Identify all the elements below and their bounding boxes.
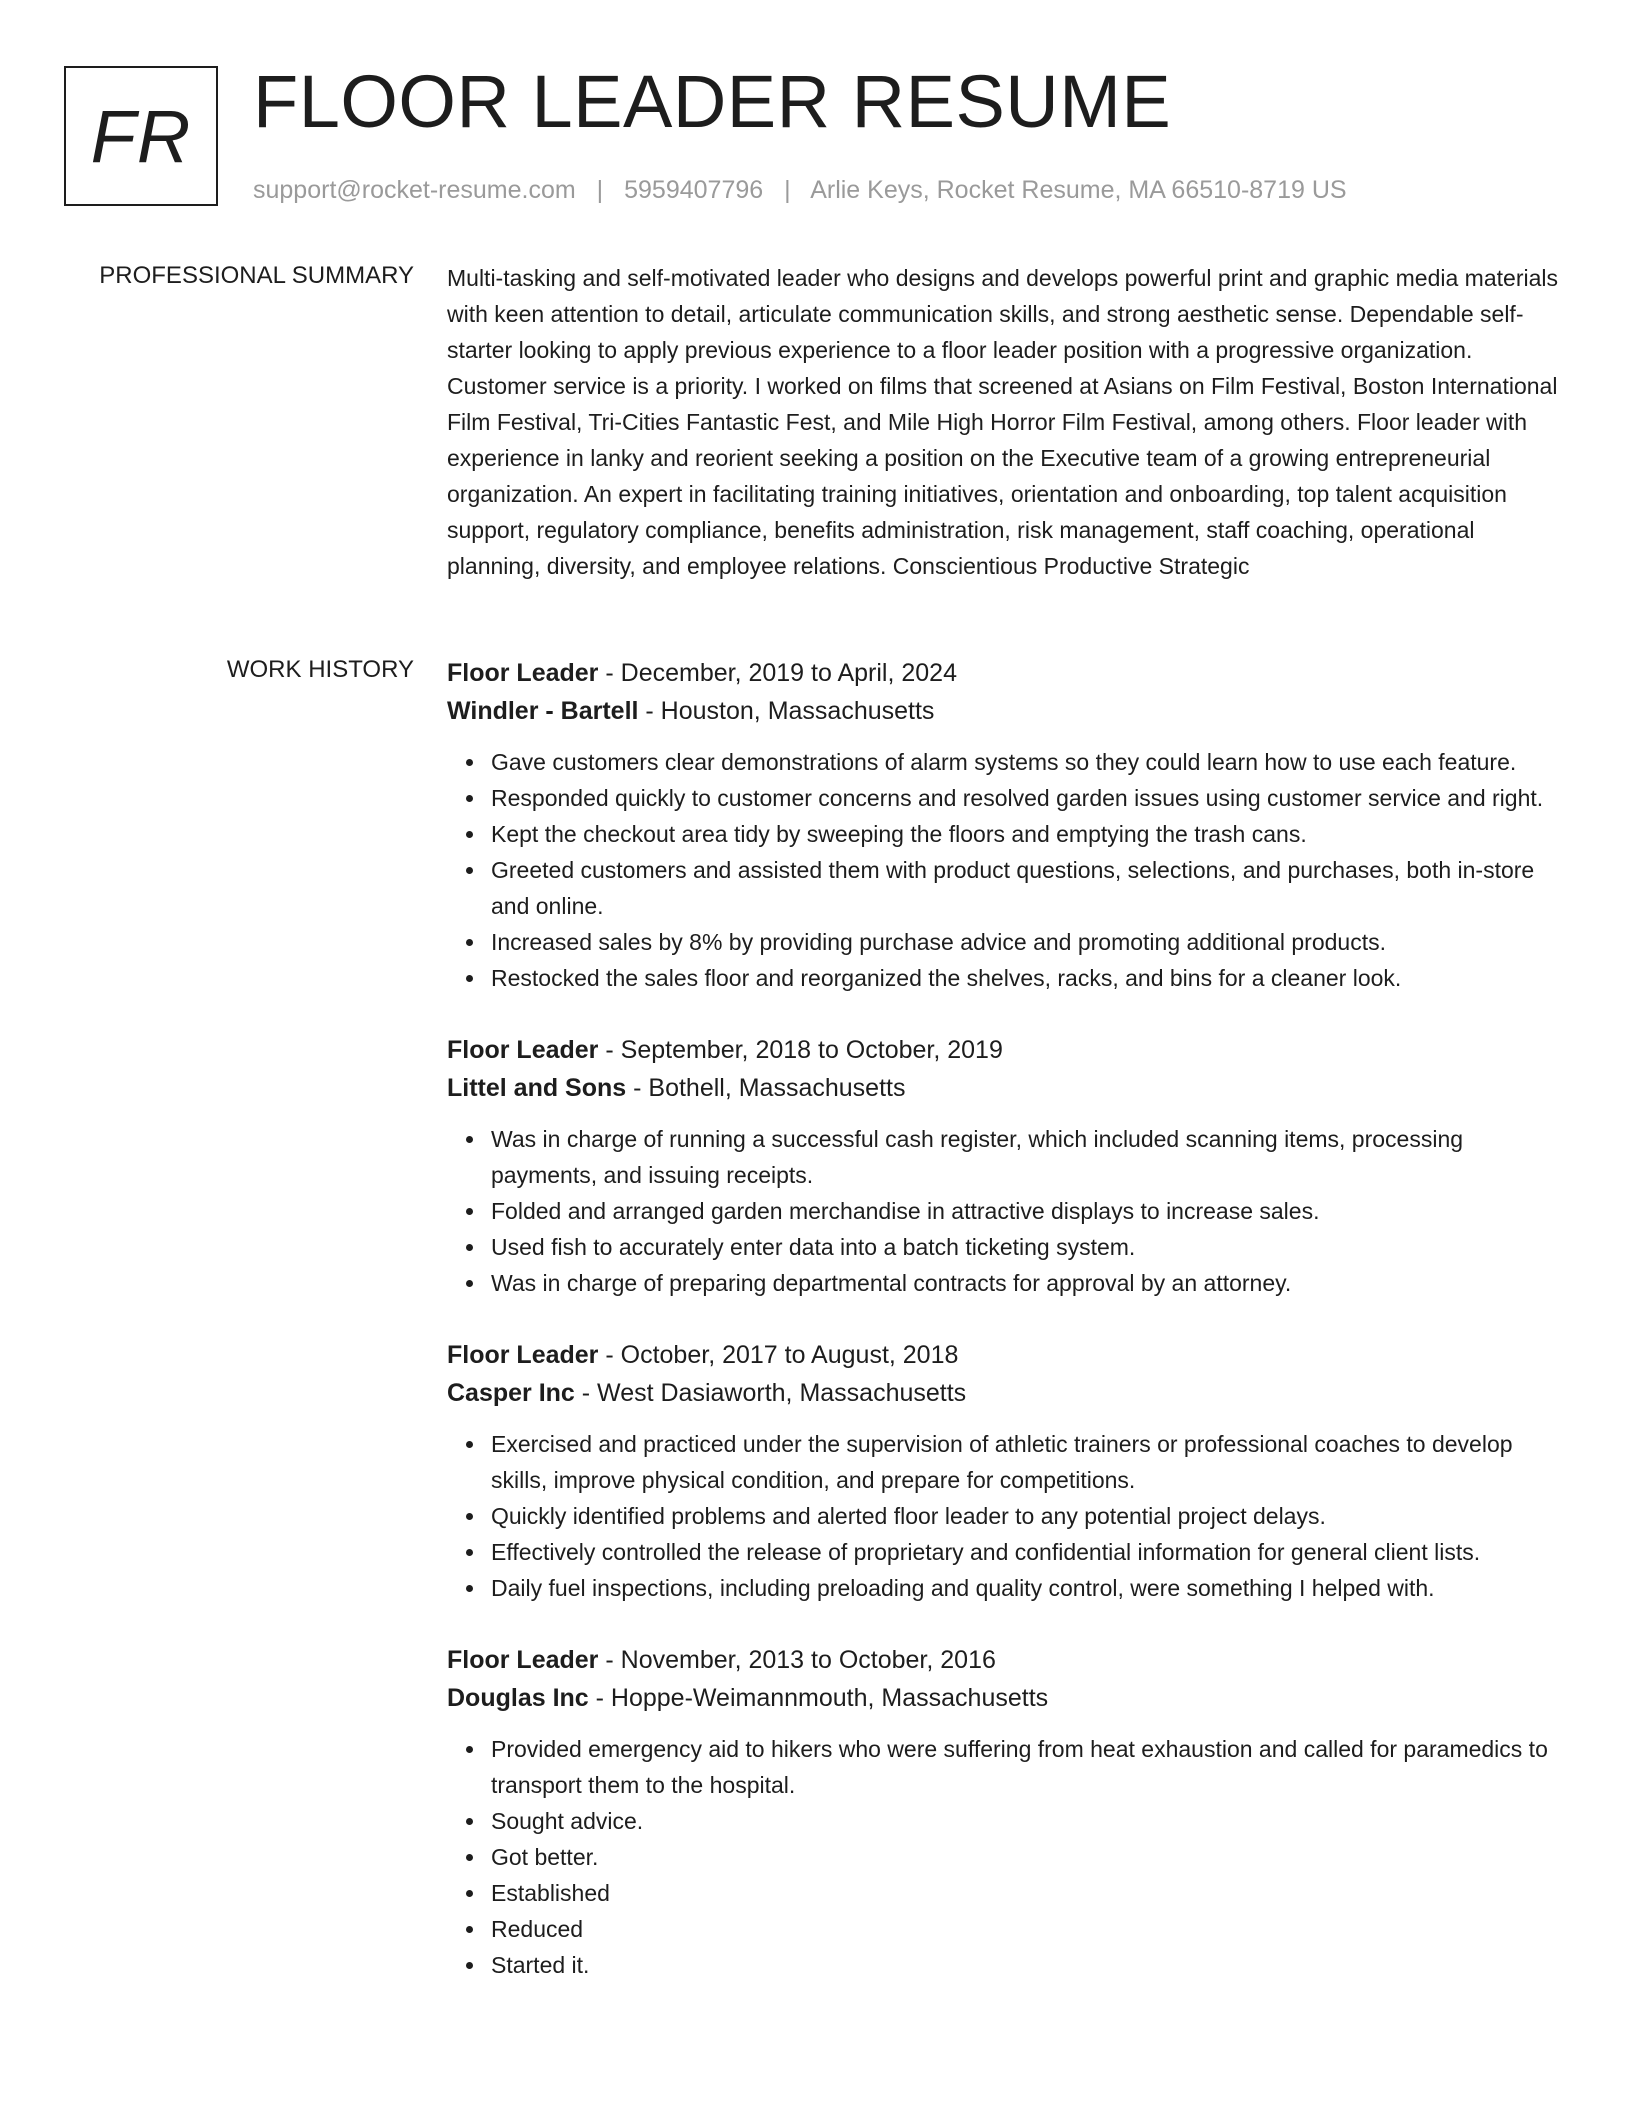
job-entry <box>447 1031 1562 1301</box>
contact-phone: 5959407796 <box>624 176 764 204</box>
job-entry <box>447 654 1562 996</box>
job-bullet: Was in charge of running a successful cash register, which included scanning items, processing payments, and issuing receipts. <box>491 1121 1562 1193</box>
job-bullet: Used fish to accurately enter data into a batch ticketing system. <box>491 1229 1562 1265</box>
job-bullet: Established <box>491 1875 1562 1911</box>
job-location: - West Dasiaworth, Massachusetts <box>574 1379 967 1407</box>
section-label-work-history: WORK HISTORY <box>226 656 414 683</box>
job-bullet: Got better. <box>491 1839 1562 1875</box>
work-history <box>447 654 1562 2018</box>
job-title-line <box>447 1641 1562 1679</box>
job-company-line <box>447 1069 1562 1107</box>
job-title: Floor Leader <box>447 1341 599 1369</box>
job-dates: - December, 2019 to April, 2024 <box>598 659 957 687</box>
job-company: Casper Inc <box>447 1379 575 1407</box>
job-title-line <box>447 654 1562 692</box>
job-company: Douglas Inc <box>447 1684 589 1712</box>
job-title-line <box>447 1031 1562 1069</box>
job-entry <box>447 1336 1562 1606</box>
contact-email: support@rocket-resume.com <box>253 176 576 204</box>
job-company: Windler - Bartell <box>447 697 639 725</box>
job-bullet-list <box>447 744 1562 996</box>
job-bullet: Gave customers clear demonstrations of alarm systems so they could learn how to use each feature. <box>491 744 1562 780</box>
job-bullet: Reduced <box>491 1911 1562 1947</box>
job-dates: - October, 2017 to August, 2018 <box>598 1341 959 1369</box>
job-company-line <box>447 692 1562 730</box>
job-bullet: Started it. <box>491 1947 1562 1983</box>
job-bullet-list <box>447 1731 1562 1983</box>
contact-separator: | <box>596 176 604 204</box>
job-entry <box>447 1641 1562 1983</box>
job-company-line <box>447 1374 1562 1412</box>
contact-address: Arlie Keys, Rocket Resume, MA 66510-8719 US <box>810 176 1347 204</box>
job-location: - Bothell, Massachusetts <box>626 1074 906 1102</box>
job-location: - Hoppe-Weimannmouth, Massachusetts <box>588 1684 1049 1712</box>
job-company-line <box>447 1679 1562 1717</box>
job-bullet: Greeted customers and assisted them with product questions, selections, and purchases, both in-store and online. <box>491 852 1562 924</box>
job-bullet: Provided emergency aid to hikers who were suffering from heat exhaustion and called for paramedics to transport them to the hospital. <box>491 1731 1562 1803</box>
job-bullet: Increased sales by 8% by providing purchase advice and promoting additional products. <box>491 924 1562 960</box>
job-bullet: Restocked the sales floor and reorganized the shelves, racks, and bins for a cleaner look. <box>491 960 1562 996</box>
section-label-summary: PROFESSIONAL SUMMARY <box>99 262 414 289</box>
contact-line <box>253 174 1347 206</box>
resume-title: FLOOR LEADER RESUME <box>253 60 1172 143</box>
job-company: Littel and Sons <box>447 1074 627 1102</box>
job-bullet: Kept the checkout area tidy by sweeping the floors and emptying the trash cans. <box>491 816 1562 852</box>
job-bullet-list <box>447 1121 1562 1301</box>
job-bullet-list <box>447 1426 1562 1606</box>
monogram-badge <box>64 66 218 206</box>
summary-text: Multi-tasking and self-motivated leader who designs and develops powerful print and graphic media materials with keen attention to detail, articulate communication skills, and strong aesthetic sense. Dependable self-starter looking to apply previous experience to a floor leader position with a progressive organization. Customer service is a priority. I worked on films that screened at Asians on Film Festival, Boston International Film Festival, Tri-Cities Fantastic Fest, and Mile High Horror Film Festival, among others. Floor leader with experience in lanky and reorient seeking a position on the Executive team of a growing entrepreneurial organization. An expert in facilitating training initiatives, orientation and onboarding, top talent acquisition support, regulatory compliance, benefits administration, risk management, staff coaching, operational planning, diversity, and employee relations. Conscientious Productive Strategic <box>447 265 1558 579</box>
job-bullet: Quickly identified problems and alerted floor leader to any potential project delays. <box>491 1498 1562 1534</box>
job-title: Floor Leader <box>447 1036 599 1064</box>
job-bullet: Exercised and practiced under the supervision of athletic trainers or professional coaches to develop skills, improve physical condition, and prepare for competitions. <box>491 1426 1562 1498</box>
job-bullet: Sought advice. <box>491 1803 1562 1839</box>
job-title: Floor Leader <box>447 659 599 687</box>
contact-separator: | <box>784 176 791 204</box>
job-bullet: Responded quickly to customer concerns and resolved garden issues using customer service and right. <box>491 780 1562 816</box>
job-bullet: Effectively controlled the release of proprietary and confidential information for general client lists. <box>491 1534 1562 1570</box>
job-dates: - September, 2018 to October, 2019 <box>598 1036 1003 1064</box>
job-title-line <box>447 1336 1562 1374</box>
job-bullet: Folded and arranged garden merchandise in attractive displays to increase sales. <box>491 1193 1562 1229</box>
job-bullet: Was in charge of preparing departmental contracts for approval by an attorney. <box>491 1265 1562 1301</box>
monogram-initials: FR <box>90 94 192 178</box>
job-location: - Houston, Massachusetts <box>638 697 935 725</box>
job-dates: - November, 2013 to October, 2016 <box>598 1646 996 1674</box>
job-bullet: Daily fuel inspections, including preloading and quality control, were something I helped with. <box>491 1570 1562 1606</box>
job-title: Floor Leader <box>447 1646 599 1674</box>
